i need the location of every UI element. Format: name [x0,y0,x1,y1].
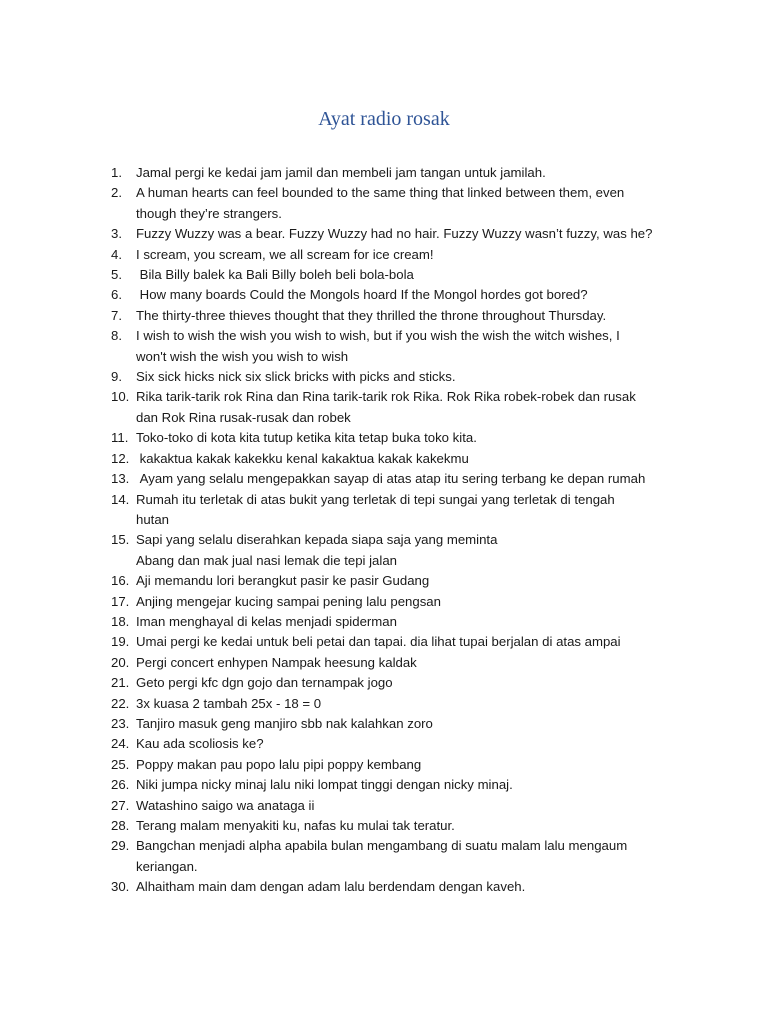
list-item-number: 8. [111,328,122,344]
document-title: Ayat radio rosak [318,108,450,130]
list-item-number: 29. [111,838,130,854]
list-item [0,673,768,693]
list-item [0,490,768,531]
list-item-text: Abang dan mak jual nasi lemak die tepi jalan [136,552,397,568]
list-item-number: 1. [111,165,122,180]
list-item-text: though they’re strangers. [136,205,282,221]
list-item [0,163,768,183]
list-item [0,734,768,754]
list-item-text: Bangchan menjadi alpha apabila bulan mengambang di suatu malam lalu mengaum [136,838,628,854]
list-item-text: The thirty-three thieves thought that they thrilled the throne throughout Thursday. [136,307,607,323]
list-item-number: 30. [111,879,130,895]
list-item-text: Niki jumpa nicky minaj lalu niki lompat tinggi dengan nicky minaj. [136,777,513,793]
list-item-text: I scream, you scream, we all scream for ice cream! [136,246,434,262]
list-item-number: 7. [111,307,122,323]
list-item-text: Sapi yang selalu diserahkan kepada siapa saja yang meminta [136,532,498,548]
list-item [0,836,768,877]
list-item-number: 28. [111,818,130,833]
list-item [0,694,768,714]
list-item-number: 2. [111,185,122,201]
list-item-text: Geto pergi kfc dgn gojo dan ternampak jogo [136,675,393,691]
list-item [0,245,768,265]
list-item-number: 14. [111,491,130,507]
list-item [0,469,768,489]
list-item-text: dan Rok Rina rusak-rusak dan robek [136,409,351,425]
list-item-number: 23. [111,715,130,731]
list-item-text: Toko-toko di kota kita tutup ketika kita tetap buka toko kita. [136,430,477,446]
list-item-text: Jamal pergi ke kedai jam jamil dan membeli jam tangan untuk jamilah. [136,165,546,180]
list-item [0,449,768,469]
list-item [0,612,768,632]
list-item-number: 19. [111,634,130,650]
list-item-text: Tanjiro masuk geng manjiro sbb nak kalahkan zoro [136,715,433,731]
list-item-text: Pergi concert enhypen Nampak heesung kaldak [136,654,417,670]
numbered-list [0,163,768,898]
list-item [0,816,768,836]
list-item [0,285,768,305]
list-item-number: 17. [111,593,130,609]
list-item-number: 11. [111,430,129,446]
list-item-number: 26. [111,777,130,793]
list-item [0,592,768,612]
list-item [0,306,768,326]
list-item [0,653,768,673]
list-item-text: Rika tarik-tarik rok Rina dan Rina tarik-tarik rok Rika. Rok Rika robek-robek dan rusak [136,389,636,405]
list-item-text: keriangan. [136,858,198,874]
list-item-text: Six sick hicks nick six slick bricks with picks and sticks. [136,369,456,385]
list-item-text: Umai pergi ke kedai untuk beli petai dan tapai. dia lihat tupai berjalan di atas ampai [136,634,621,650]
list-item [0,530,768,571]
list-item [0,224,768,244]
list-item-number: 4. [111,246,122,262]
list-item-text: won't wish the wish you wish to wish [136,348,349,364]
list-item [0,571,768,591]
list-item [0,632,768,652]
list-item-number: 24. [111,736,130,752]
list-item-number: 20. [111,654,130,670]
list-item-number: 13. [111,471,130,487]
list-item-number: 12. [111,450,130,466]
list-item-text: 3x kuasa 2 tambah 25x - 18 = 0 [136,695,322,711]
list-item-text: Bila Billy balek ka Bali Billy boleh beli bola-bola [136,267,414,283]
list-item-text: kakaktua kakak kakekku kenal kakaktua kakak kakekmu [136,450,469,466]
list-item-text: Iman menghayal di kelas menjadi spiderman [136,613,397,629]
list-item-number: 5. [111,267,122,283]
list-item [0,877,768,897]
list-item-text: Terang malam menyakiti ku, nafas ku mulai tak teratur. [136,818,455,833]
list-item-text: Rumah itu terletak di atas bukit yang terletak di tepi sungai yang terletak di tengah [136,491,615,507]
list-item [0,714,768,734]
list-item [0,428,768,448]
list-item-number: 3. [111,226,122,242]
list-item [0,367,768,387]
list-item-number: 18. [111,613,130,629]
list-item-text: Ayam yang selalu mengepakkan sayap di atas atap itu sering terbang ke depan rumah [136,471,646,487]
list-item [0,775,768,795]
list-item-text: I wish to wish the wish you wish to wish, but if you wish the wish the witch wishes, I [136,328,620,344]
list-item-number: 9. [111,369,122,385]
list-item-text: Anjing mengejar kucing sampai pening lalu pengsan [136,593,441,609]
list-item-number: 27. [111,797,130,813]
list-item [0,326,768,367]
list-item-number: 25. [111,756,130,772]
list-item-number: 10. [111,389,130,405]
list-item [0,265,768,285]
list-item [0,755,768,775]
list-item-text: How many boards Could the Mongols hoard If the Mongol hordes got bored? [136,287,588,303]
list-item-text: Aji memandu lori berangkut pasir ke pasir Gudang [136,573,430,589]
list-item-number: 22. [111,695,130,711]
list-item [0,796,768,816]
list-item-text: Alhaitham main dam dengan adam lalu berdendam dengan kaveh. [136,879,526,895]
list-item-text: hutan [136,511,170,527]
list-item-number: 21. [111,675,130,691]
list-item-text: Fuzzy Wuzzy was a bear. Fuzzy Wuzzy had no hair. Fuzzy Wuzzy wasn’t fuzzy, was he? [136,226,653,242]
list-item-text: Kau ada scoliosis ke? [136,736,264,752]
list-item-text: Watashino saigo wa anataga ii [136,797,315,813]
list-item-text: A human hearts can feel bounded to the same thing that linked between them, even [136,185,625,201]
list-item-number: 6. [111,287,122,303]
list-item-number: 15. [111,532,130,548]
list-item [0,387,768,428]
list-item-text: Poppy makan pau popo lalu pipi poppy kembang [136,756,422,772]
list-item-number: 16. [111,573,130,589]
list-item [0,183,768,224]
